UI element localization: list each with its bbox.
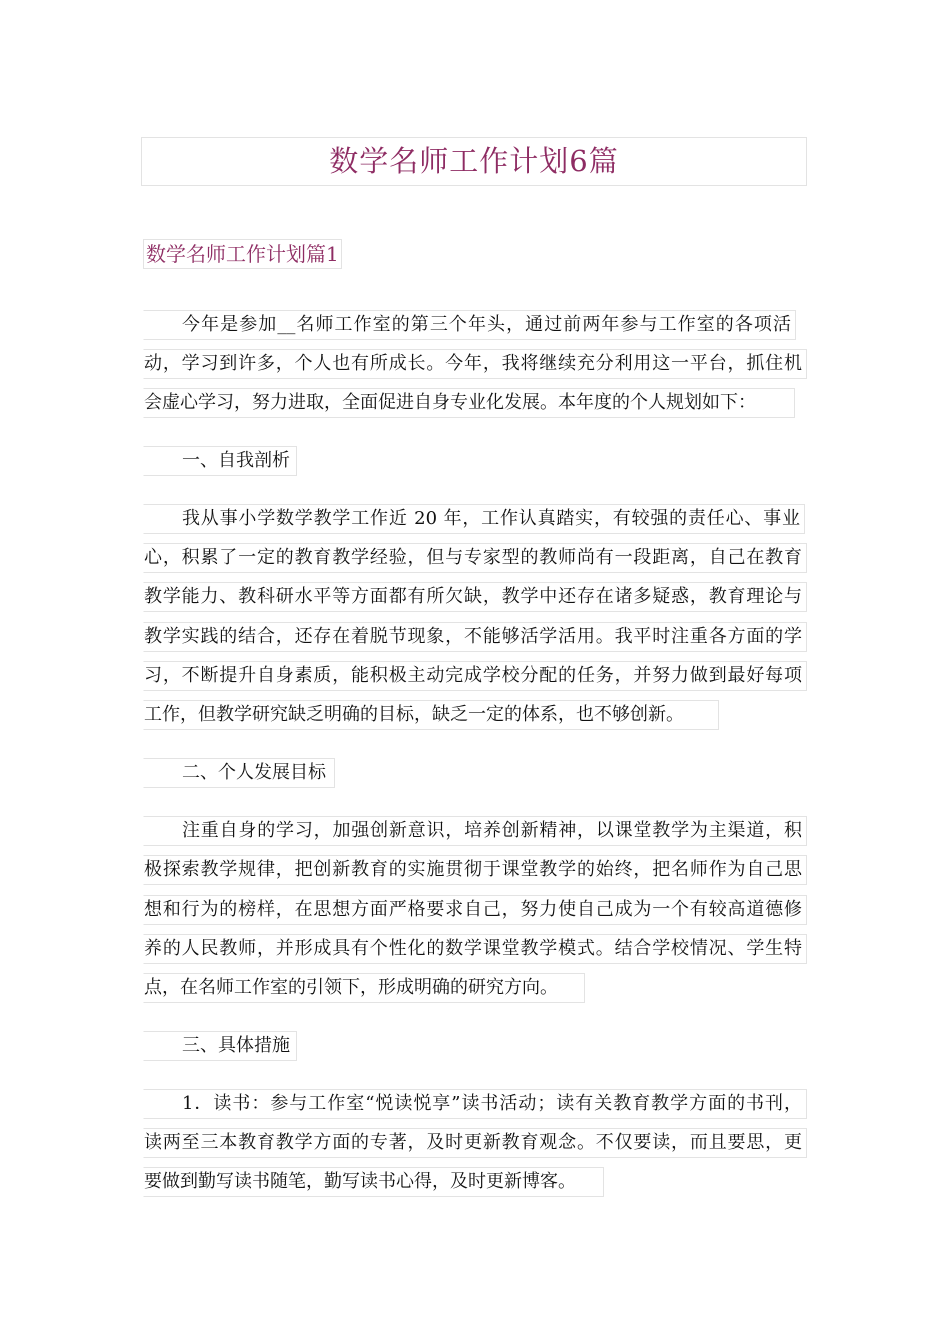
paragraph-line: 读两至三本教育教学方面的专著，及时更新教育观念。不仅要读，而且要思，更 <box>143 1128 807 1158</box>
section-subtitle: 数学名师工作计划篇1 <box>143 239 342 269</box>
intro-line: 今年是参加__名师工作室的第三个年头，通过前两年参与工作室的各项活 <box>143 310 796 340</box>
section-heading: 三、具体措施 <box>143 1031 297 1061</box>
paragraph-line: 想和行为的榜样，在思想方面严格要求自己，努力使自己成为一个有较高道德修 <box>143 895 807 925</box>
paragraph-line: 我从事小学数学教学工作近 20 年，工作认真踏实，有较强的责任心、事业 <box>143 504 805 534</box>
paragraph-line: 注重自身的学习，加强创新意识，培养创新精神，以课堂教学为主渠道，积 <box>143 816 807 846</box>
intro-line: 会虚心学习，努力进取，全面促进自身专业化发展。本年度的个人规划如下： <box>143 388 795 418</box>
paragraph-line: 极探索教学规律，把创新教育的实施贯彻于课堂教学的始终，把名师作为自己思 <box>143 855 807 885</box>
paragraph-line: 习，不断提升自身素质，能积极主动完成学校分配的任务，并努力做到最好每项 <box>143 661 807 691</box>
paragraph-line: 工作，但教学研究缺乏明确的目标，缺乏一定的体系，也不够创新。 <box>143 700 719 730</box>
paragraph-line: 心，积累了一定的教育教学经验，但与专家型的教师尚有一段距离，自己在教育 <box>143 543 807 573</box>
paragraph-line: 要做到勤写读书随笔，勤写读书心得，及时更新博客。 <box>143 1167 604 1197</box>
paragraph-line: 养的人民教师，并形成具有个性化的数学课堂教学模式。结合学校情况、学生特 <box>143 934 807 964</box>
section-heading: 一、自我剖析 <box>143 446 297 476</box>
paragraph-line: 点，在名师工作室的引领下，形成明确的研究方向。 <box>143 973 585 1003</box>
intro-line: 动，学习到许多，个人也有所成长。今年，我将继续充分利用这一平台，抓住机 <box>143 349 807 379</box>
section-heading: 二、个人发展目标 <box>143 758 335 788</box>
document-title: 数学名师工作计划6篇 <box>329 144 619 178</box>
paragraph-line: 1．读书：参与工作室“悦读悦享”读书活动；读有关教育教学方面的书刊， <box>143 1089 807 1119</box>
document-title-box <box>141 137 807 186</box>
paragraph-line: 教学实践的结合，还存在着脱节现象，不能够活学活用。我平时注重各方面的学 <box>143 622 807 652</box>
paragraph-line: 教学能力、教科研水平等方面都有所欠缺，教学中还存在诸多疑惑，教育理论与 <box>143 582 807 612</box>
